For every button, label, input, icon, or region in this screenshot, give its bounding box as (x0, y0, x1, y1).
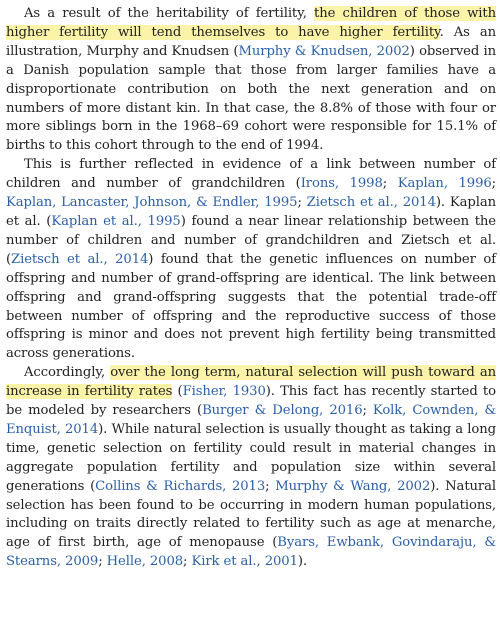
citation-link[interactable]: Kirk et al., 2001 (191, 554, 298, 570)
body-text: . As an illustration, Murphy and Knudsen ( (6, 24, 496, 59)
citation-link[interactable]: Zietsch et al., 2014 (306, 195, 436, 211)
highlighted-text: over the long term, natural selection will push toward an increase in fertility rates (6, 365, 496, 400)
body-text: This is further reflected in evidence of a link between number of children and number of grandchildren ( (6, 157, 496, 192)
citation-link[interactable]: Fisher, 1930 (182, 384, 266, 400)
body-text: ) found a near linear relationship between the number of children and number of grandchildren and Zietsch et al. ( (6, 213, 496, 267)
body-text: ; (183, 554, 192, 570)
body-text: As a result of the heritability of fertility, (24, 6, 315, 21)
body-text: ; (382, 176, 398, 192)
citation-link[interactable]: Murphy & Wang, 2002 (275, 478, 431, 494)
citation-link[interactable]: Helle, 2008 (106, 554, 184, 570)
body-text: ; (297, 195, 307, 211)
body-text: ). While natural selection is usually thought as taking a long time, genetic selection on fertility could result in material changes in aggregate population fertility and population size within several generations ( (6, 421, 496, 494)
body-text: ; (362, 403, 373, 419)
citation-link[interactable]: Kaplan, Lancaster, Johnson, & Endler, 1995 (6, 195, 298, 211)
citation-link[interactable]: Murphy & Knudsen, 2002 (238, 43, 410, 59)
citation-link[interactable]: Irons, 1998 (300, 176, 383, 192)
body-text: ). (297, 554, 307, 570)
paragraph-grandchildren (6, 156, 496, 364)
body-text: ; (98, 554, 107, 570)
citation-link[interactable]: Kaplan, 1996 (397, 176, 492, 192)
citation-link[interactable]: Byars, Ewbank, Govindaraju, & Stearns, 2009 (6, 535, 496, 570)
body-text: ). Natural selection has been found to be occurring in modern human populations, including on traits directly related to fertility such as age at menarche, age of first birth, age of menopause ( (6, 478, 496, 551)
citation-link[interactable]: Kaplan et al., 1995 (51, 213, 181, 229)
citation-link[interactable]: Zietsch et al., 2014 (11, 251, 149, 267)
body-text: ) observed in a Danish population sample that those from larger families have a disproportionate contribution on both the next generation and on numbers of more distant kin. In that case, the 8.8% of those with four or more siblings born in the 1968–69 cohort were responsible for 15.1% of births to this cohort through to the end of 1994. (6, 43, 496, 154)
body-text: Accordingly, (24, 365, 111, 381)
body-text: ; (265, 478, 276, 494)
citation-link[interactable]: Burger & Delong, 2016 (202, 403, 363, 419)
paragraph-natural-selection (6, 364, 496, 572)
body-text: ( (172, 384, 183, 400)
body-text: ). Kaplan et al. ( (6, 195, 497, 229)
body-text: ). This fact has recently started to be modeled by researchers ( (6, 384, 496, 419)
citation-link[interactable]: Kolk, Cownden, & Enquist, 2014 (6, 403, 496, 437)
highlighted-text: the children of those with higher fertility will tend themselves to have higher fertility (6, 6, 497, 40)
paragraph-heritability (6, 5, 496, 156)
body-text: ; (491, 176, 496, 192)
body-text: ) found that the genetic influences on number of offspring and number of grand-offspring are identical. The link between offspring and grand-offspring suggests that the potential trade-off between number of offspring and the reproductive success of those offspring is minor and does not prevent high fertility being transmitted across generations. (6, 251, 496, 362)
citation-link[interactable]: Collins & Richards, 2013 (95, 478, 266, 494)
